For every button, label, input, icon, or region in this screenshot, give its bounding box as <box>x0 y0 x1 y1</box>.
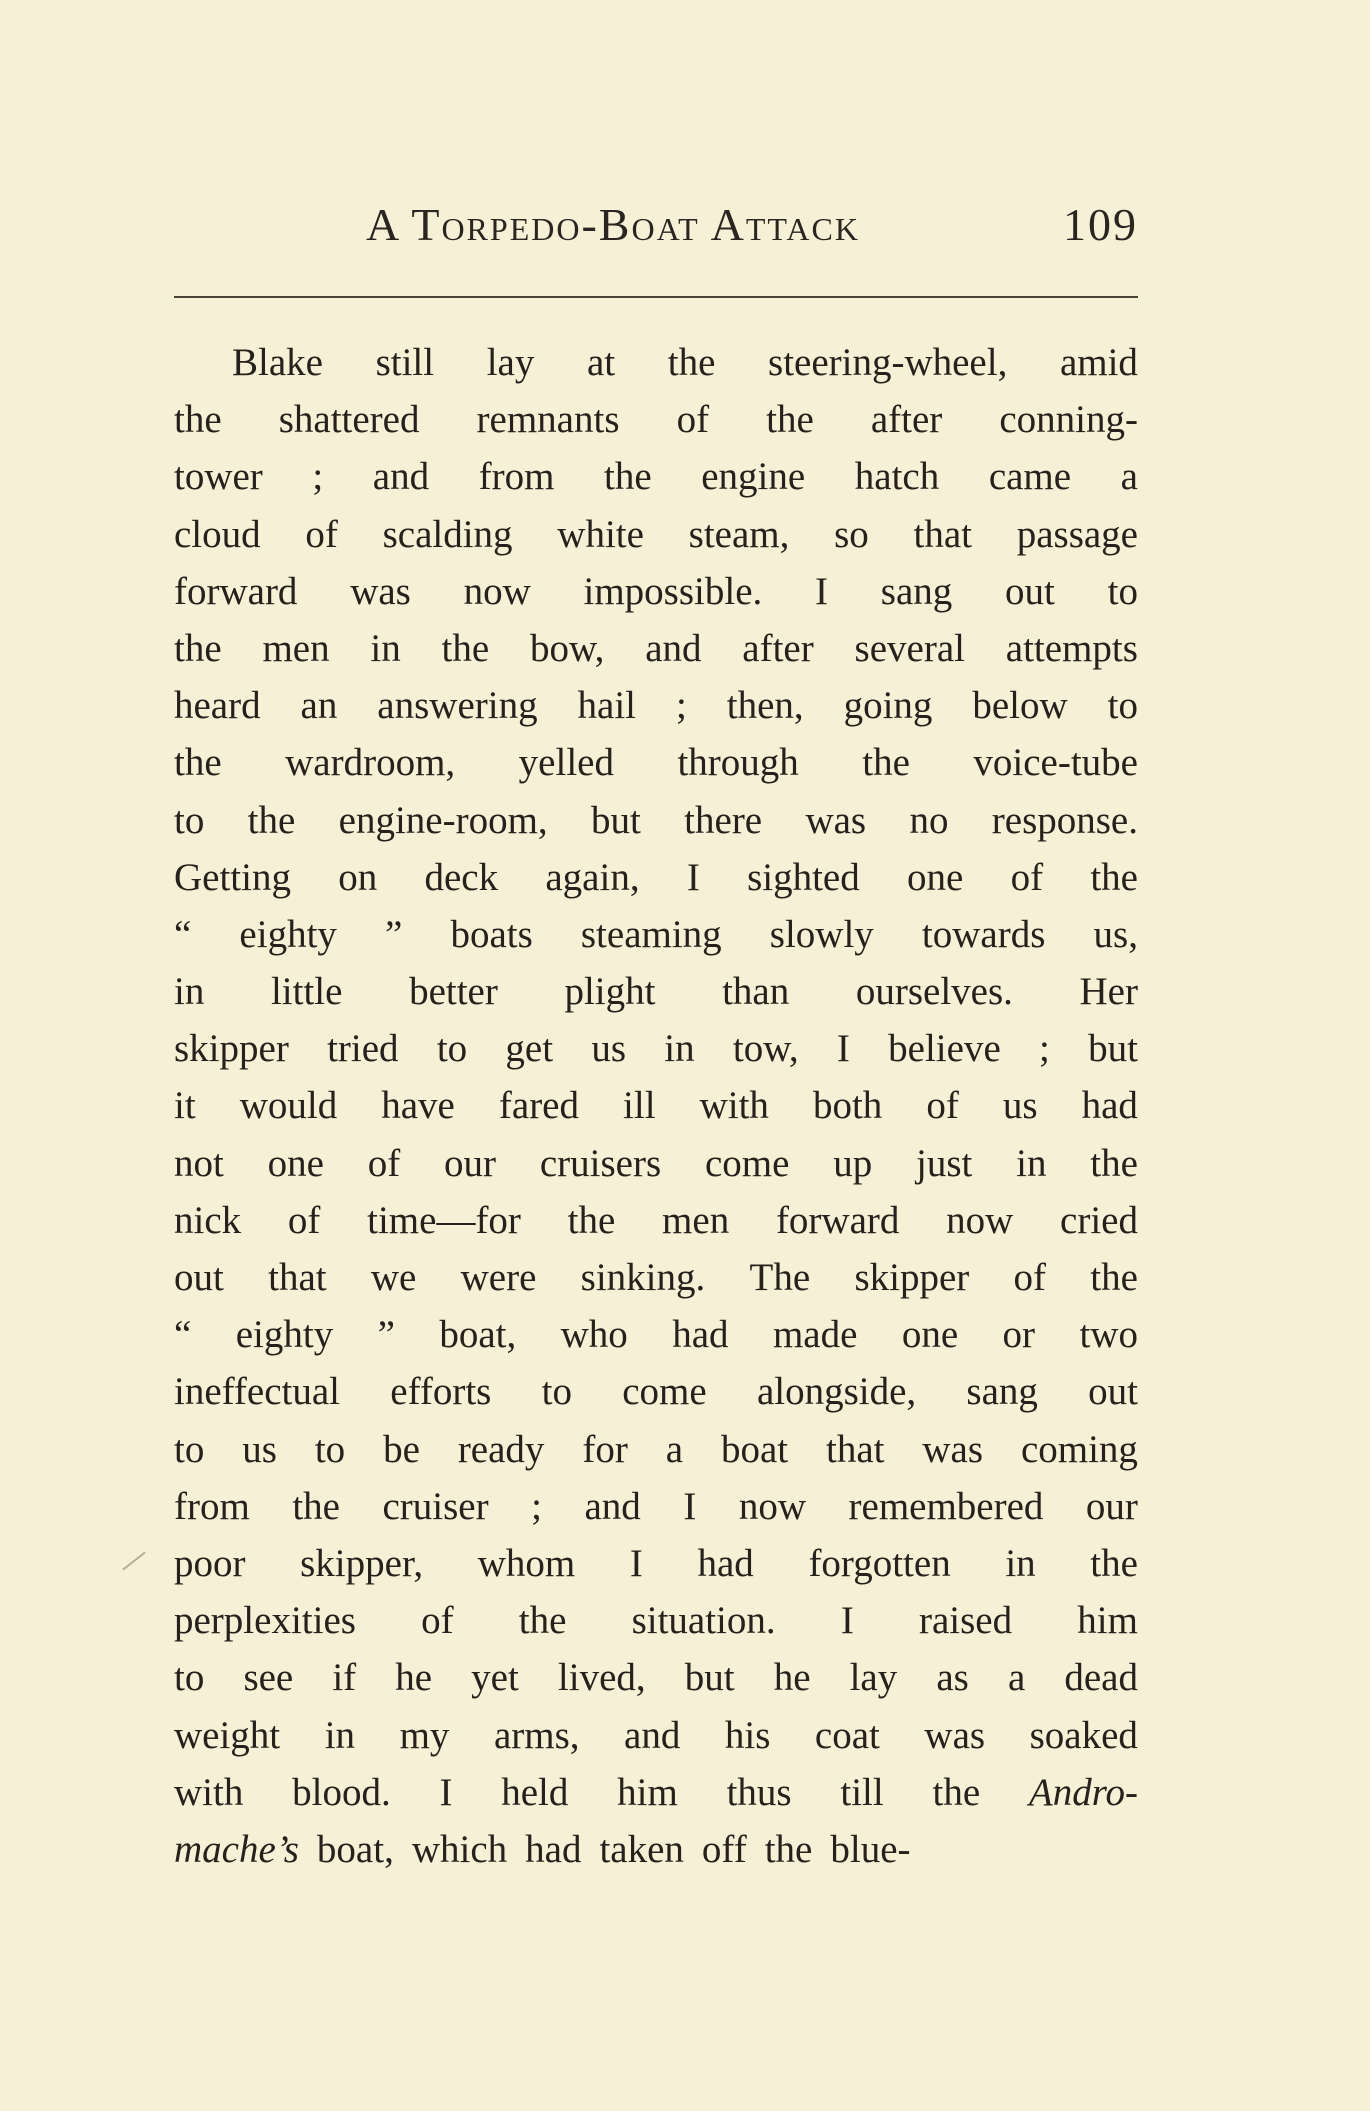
text-word: wardroom, <box>285 741 456 785</box>
text-word: eighty <box>239 912 337 956</box>
text-word: now <box>738 1484 806 1528</box>
text-word: two <box>1079 1313 1138 1357</box>
text-word: he <box>395 1656 433 1700</box>
text-word: just <box>916 1141 973 1185</box>
text-word: the <box>174 741 222 785</box>
text-line <box>174 792 1138 849</box>
text-word: or <box>1002 1313 1036 1357</box>
text-word: boat <box>720 1427 789 1471</box>
text-word: for <box>582 1427 628 1471</box>
text-word: the <box>862 741 910 785</box>
text-word: the <box>1090 1256 1138 1299</box>
text-word: deck <box>424 855 499 899</box>
text-word: we <box>370 1256 417 1299</box>
text-word: “ <box>174 912 192 956</box>
text-word: coming <box>1020 1427 1138 1471</box>
text-word: but <box>684 1656 735 1700</box>
text-word: yelled <box>518 741 614 785</box>
text-word: out <box>174 1256 224 1299</box>
text-word: us, <box>1093 912 1138 956</box>
text-line <box>174 334 1138 391</box>
text-word: below <box>972 684 1068 728</box>
text-word: an <box>300 684 338 728</box>
text-word: the <box>1090 1541 1138 1585</box>
text-word: raised <box>918 1599 1013 1643</box>
text-word: had <box>525 1827 582 1871</box>
text-word: a <box>1007 1656 1026 1700</box>
text-word: boats <box>450 912 533 956</box>
text-word: ; <box>1039 1027 1050 1071</box>
text-word: attempts <box>1005 626 1138 670</box>
text-word: lived, <box>557 1656 646 1700</box>
text-word: as <box>936 1656 969 1700</box>
text-line <box>174 906 1138 963</box>
text-word: it <box>174 1084 196 1128</box>
page-number: 109 <box>1063 199 1138 250</box>
text-word: skipper <box>854 1256 970 1299</box>
text-word: response. <box>991 798 1138 842</box>
text-word: my <box>399 1713 450 1757</box>
text-word: the <box>604 455 652 499</box>
text-word: boat, <box>316 1827 394 1871</box>
text-word: cruiser <box>382 1484 489 1528</box>
text-line <box>174 1020 1138 1077</box>
text-word: fared <box>498 1084 579 1128</box>
text-word: steam, <box>688 512 790 556</box>
text-word: us <box>1002 1084 1038 1128</box>
text-word: of <box>421 1599 454 1643</box>
text-word: voice-tube <box>973 741 1138 785</box>
text-word: of <box>1010 855 1044 899</box>
text-word: one <box>907 855 964 899</box>
text-word: perplexities <box>174 1599 356 1643</box>
text-word: that <box>268 1256 327 1299</box>
text-word: I <box>439 1770 453 1814</box>
text-word: of <box>367 1141 401 1185</box>
text-word: see <box>243 1656 294 1700</box>
text-word: he <box>773 1656 811 1700</box>
text-word: to <box>314 1427 346 1471</box>
text-word: impossible. <box>583 569 763 613</box>
text-word: after <box>742 626 814 670</box>
text-word: bow, <box>530 626 605 670</box>
text-word: to <box>541 1370 572 1414</box>
text-word: us <box>242 1427 277 1471</box>
text-word: to <box>1107 569 1138 613</box>
text-word: sang <box>966 1370 1038 1414</box>
text-word: through <box>677 741 799 785</box>
text-line <box>174 963 1138 1020</box>
text-word: one <box>267 1141 324 1185</box>
text-word: to <box>174 1427 205 1471</box>
text-word: of <box>305 512 338 556</box>
text-word: sinking. <box>580 1256 706 1299</box>
text-word: situation. <box>631 1599 776 1643</box>
text-word: time—for <box>367 1198 521 1242</box>
text-word: our <box>1085 1484 1138 1528</box>
text-word: going <box>843 684 933 728</box>
text-word: conning- <box>999 398 1138 442</box>
text-word: the <box>667 341 716 384</box>
text-line <box>174 1192 1138 1249</box>
text-word: I <box>683 1484 697 1528</box>
text-word: thus <box>726 1770 792 1814</box>
text-word: to <box>174 798 205 842</box>
text-word: from <box>174 1484 250 1528</box>
text-word: men <box>662 1198 730 1242</box>
text-word: forgotten <box>808 1541 951 1585</box>
text-word: shattered <box>278 398 420 442</box>
text-word: and <box>584 1484 641 1528</box>
text-word: hatch <box>854 455 940 499</box>
text-word: forward <box>775 1198 900 1242</box>
text-word: I <box>836 1027 850 1071</box>
text-word: in <box>174 970 205 1014</box>
text-line <box>174 620 1138 677</box>
text-word: better <box>409 970 498 1014</box>
text-word: sighted <box>747 855 860 899</box>
text-word: but <box>591 798 641 842</box>
text-word: the <box>174 626 222 670</box>
text-word: to <box>436 1027 468 1071</box>
text-line <box>174 1249 1138 1306</box>
text-word: a <box>665 1427 684 1471</box>
text-word: and <box>372 455 430 499</box>
text-word: of <box>926 1084 959 1128</box>
text-word: dead <box>1064 1656 1138 1700</box>
text-line <box>174 1478 1138 1535</box>
text-word: the <box>764 1827 813 1871</box>
text-word: ourselves. <box>855 970 1013 1014</box>
text-word: one <box>901 1313 959 1357</box>
text-line <box>174 1649 1138 1706</box>
text-word: was <box>924 1713 986 1757</box>
text-word: to <box>174 1656 205 1700</box>
text-word: cruisers <box>539 1141 662 1185</box>
text-word: had <box>1081 1084 1138 1128</box>
text-word: ill <box>623 1084 656 1128</box>
text-word: on <box>338 855 378 899</box>
text-word: not <box>174 1141 224 1185</box>
text-word: were <box>460 1256 537 1299</box>
text-line <box>174 1535 1138 1592</box>
text-word: answering <box>377 684 538 728</box>
text-word: boat, <box>439 1313 517 1357</box>
text-word: alongside, <box>756 1370 917 1414</box>
header-rule <box>174 296 1138 298</box>
text-word: him <box>1077 1599 1138 1643</box>
text-word: ; <box>531 1484 542 1528</box>
text-word: from <box>478 455 555 499</box>
text-word: cried <box>1060 1198 1138 1242</box>
text-line <box>174 563 1138 620</box>
text-word: him <box>617 1770 678 1814</box>
text-word: arms, <box>493 1713 580 1757</box>
text-word: out <box>1088 1370 1138 1414</box>
text-word: of <box>287 1198 321 1242</box>
text-word: ready <box>457 1427 545 1471</box>
text-word: blood. <box>292 1770 391 1814</box>
text-word: tried <box>327 1027 399 1071</box>
text-line <box>174 448 1138 505</box>
text-word: whom <box>477 1541 576 1585</box>
text-word: up <box>833 1141 873 1185</box>
text-word: his <box>724 1713 771 1757</box>
text-word: mache’s <box>174 1827 299 1871</box>
text-word: which <box>411 1827 508 1871</box>
text-word: slowly <box>769 912 874 956</box>
text-word: plight <box>564 970 656 1014</box>
text-word: I <box>840 1599 854 1643</box>
text-word: “ <box>174 1313 192 1357</box>
text-word: engine-room, <box>338 798 548 842</box>
text-word: weight <box>174 1713 281 1757</box>
text-word: come <box>622 1370 707 1414</box>
text-word: both <box>812 1084 883 1128</box>
text-word: still <box>375 341 435 384</box>
text-word: the <box>1090 1141 1138 1185</box>
text-word: I <box>686 855 700 899</box>
text-word: sang <box>880 569 953 613</box>
text-word: in <box>1005 1541 1036 1585</box>
text-line <box>174 849 1138 906</box>
text-word: soaked <box>1029 1713 1138 1757</box>
text-word: held <box>501 1770 569 1814</box>
text-word: I <box>629 1541 643 1585</box>
text-word: a <box>1120 455 1138 499</box>
text-word: was <box>350 569 411 613</box>
text-word: the <box>292 1484 340 1528</box>
text-word: after <box>870 398 943 442</box>
text-word: forward <box>174 569 298 613</box>
text-word: believe <box>888 1027 1001 1071</box>
text-line <box>174 1135 1138 1192</box>
text-word: that <box>826 1427 885 1471</box>
text-word: get <box>505 1027 554 1071</box>
text-word: but <box>1088 1027 1138 1071</box>
text-word: cloud <box>174 512 261 556</box>
text-word: ineffectual <box>174 1370 341 1414</box>
text-word: there <box>684 798 763 842</box>
text-word: amid <box>1059 341 1138 384</box>
text-word: and <box>645 626 702 670</box>
text-word: come <box>704 1141 790 1185</box>
text-word: tow, <box>732 1027 799 1071</box>
text-word: ; <box>312 455 324 499</box>
text-word: out <box>1005 569 1055 613</box>
text-line <box>174 1421 1138 1478</box>
text-line <box>174 1821 1138 1878</box>
text-line <box>174 1707 1138 1764</box>
text-word: towards <box>921 912 1046 956</box>
text-word: the <box>932 1770 981 1814</box>
margin-pencil-mark <box>122 1552 145 1571</box>
text-word: steaming <box>580 912 722 956</box>
text-word: eighty <box>235 1313 334 1357</box>
text-word: no <box>909 798 949 842</box>
text-word: with <box>174 1770 244 1814</box>
text-word: ; <box>675 684 687 728</box>
text-word: than <box>722 970 790 1014</box>
text-word: men <box>262 626 330 670</box>
text-word: ” <box>385 912 403 956</box>
text-word: the <box>518 1599 567 1643</box>
text-word: be <box>383 1427 420 1471</box>
text-word: in <box>1016 1141 1047 1185</box>
text-word: our <box>444 1141 497 1185</box>
text-word: in <box>324 1713 356 1757</box>
text-line <box>174 734 1138 791</box>
text-word: the <box>441 626 490 670</box>
text-line <box>174 1363 1138 1420</box>
text-word: and <box>624 1713 681 1757</box>
text-word: ” <box>377 1313 395 1357</box>
text-word: again, <box>545 855 640 899</box>
page-header <box>174 192 1138 258</box>
text-line <box>174 1592 1138 1649</box>
text-word: remnants <box>476 398 620 442</box>
text-word: so <box>834 512 869 556</box>
text-word: at <box>586 341 616 384</box>
text-word: hail <box>577 684 637 728</box>
text-word: Her <box>1079 970 1138 1014</box>
text-line <box>174 1306 1138 1363</box>
body-text <box>174 334 1138 1878</box>
text-word: was <box>922 1427 984 1471</box>
text-word: coat <box>814 1713 880 1757</box>
text-word: yet <box>471 1656 519 1700</box>
text-word: made <box>772 1313 858 1357</box>
text-word: Blake <box>232 341 323 384</box>
text-word: have <box>381 1084 455 1128</box>
text-word: the <box>174 398 222 442</box>
text-word: several <box>854 626 965 670</box>
text-word: taken <box>599 1827 684 1871</box>
text-line <box>174 506 1138 563</box>
running-title: A Torpedo-Boat Attack <box>366 199 860 250</box>
text-word: efforts <box>390 1370 492 1414</box>
text-word: the <box>247 798 296 842</box>
text-word: engine <box>701 455 806 499</box>
text-word: that <box>913 512 972 556</box>
text-word: lay <box>486 341 535 384</box>
text-word: nick <box>174 1198 242 1242</box>
text-line <box>174 391 1138 448</box>
text-line <box>174 677 1138 734</box>
text-word: in <box>664 1027 695 1071</box>
text-word: of <box>676 398 710 442</box>
text-word: had <box>697 1541 754 1585</box>
text-line <box>174 1764 1138 1821</box>
text-word: passage <box>1016 512 1138 556</box>
text-word: white <box>557 512 644 556</box>
text-word: till <box>840 1770 884 1814</box>
text-line <box>174 1077 1138 1134</box>
text-word: scalding <box>382 512 513 556</box>
text-word: skipper <box>174 1027 289 1071</box>
text-word: steering-wheel, <box>768 341 1008 384</box>
text-word: then, <box>726 684 804 728</box>
text-word: off <box>701 1827 747 1871</box>
text-word: now <box>463 569 531 613</box>
text-word: with <box>699 1084 769 1128</box>
text-word: poor <box>174 1541 246 1585</box>
text-word: us <box>591 1027 627 1071</box>
text-word: came <box>988 455 1072 499</box>
text-word: who <box>560 1313 628 1357</box>
text-word: little <box>270 970 343 1014</box>
text-word: Andro- <box>1028 1770 1138 1814</box>
text-word: of <box>1013 1256 1047 1299</box>
text-word: was <box>805 798 867 842</box>
text-word: Getting <box>174 855 291 899</box>
text-word: The <box>749 1256 811 1299</box>
text-word: had <box>672 1313 729 1357</box>
text-word: lay <box>849 1656 898 1700</box>
text-word: I <box>815 569 829 613</box>
text-word: remembered <box>848 1484 1044 1528</box>
text-word: heard <box>174 684 261 728</box>
text-word: blue- <box>830 1827 911 1871</box>
text-word: skipper, <box>300 1541 424 1585</box>
text-word: the <box>766 398 814 442</box>
text-word: the <box>1090 855 1138 899</box>
text-word: now <box>946 1198 1014 1242</box>
text-word: tower <box>174 455 263 499</box>
text-word: to <box>1107 684 1138 728</box>
text-word: if <box>332 1656 357 1700</box>
text-word: would <box>239 1084 338 1128</box>
text-word: the <box>567 1198 616 1242</box>
text-word: in <box>370 626 401 670</box>
